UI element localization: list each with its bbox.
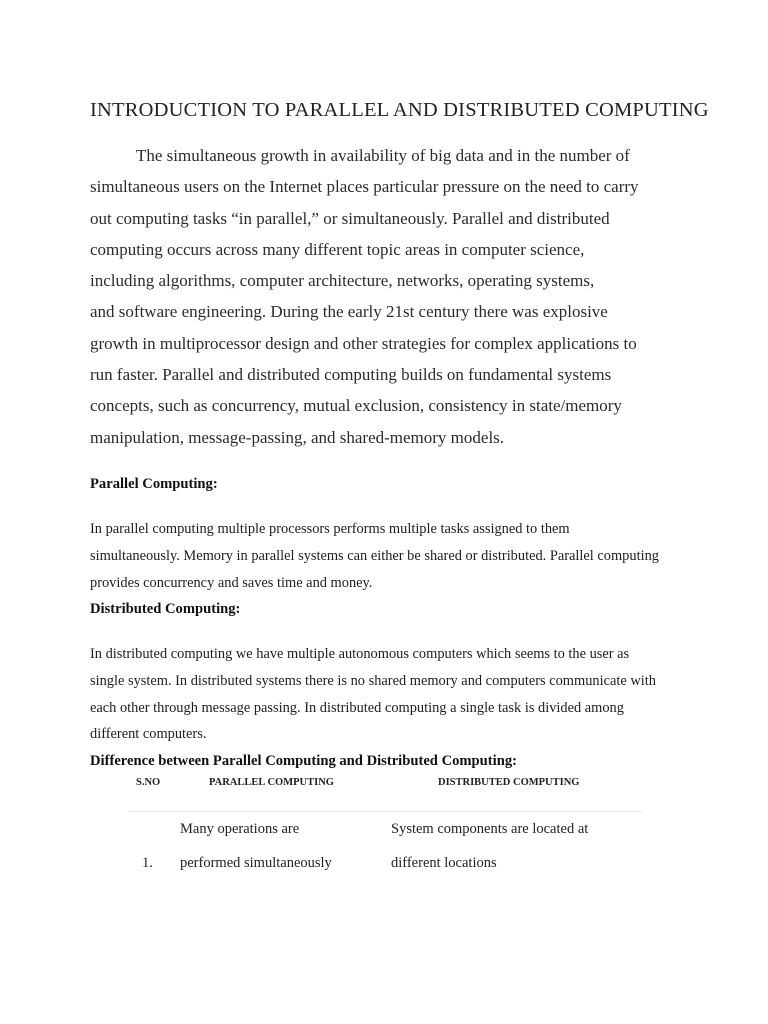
distributed-computing-paragraph: [90, 641, 690, 748]
intro-line: including algorithms, computer architecture, networks, operating systems,: [90, 271, 595, 291]
paragraph-line: different computers.: [90, 726, 207, 743]
paragraph-line: each other through message passing. In distributed computing a single task is divided among: [90, 699, 624, 716]
cell-line: different locations: [391, 855, 497, 871]
difference-heading: Difference between Parallel Computing and Distributed Computing:: [90, 753, 517, 769]
intro-line: manipulation, message-passing, and shared-memory models.: [90, 427, 505, 447]
parallel-computing-heading: Parallel Computing:: [90, 476, 218, 492]
intro-line: run faster. Parallel and distributed computing builds on fundamental systems: [90, 365, 612, 385]
column-header-parallel: PARALLEL COMPUTING: [209, 777, 334, 788]
parallel-computing-paragraph: [90, 516, 690, 596]
paragraph-line: In parallel computing multiple processors performs multiple tasks assigned to them: [90, 521, 570, 537]
column-header-sno: S.NO: [136, 777, 161, 788]
cell-line: Many operations are: [180, 821, 300, 837]
cell-line: performed simultaneously: [180, 855, 332, 871]
intro-line: concepts, such as concurrency, mutual exclusion, consistency in state/memory: [90, 396, 622, 416]
paragraph-line: single system. In distributed systems there is no shared memory and computers communicate with: [90, 672, 656, 689]
paragraph-line: In distributed computing we have multiple autonomous computers which seems to the user as: [90, 646, 630, 662]
table-cell-distributed: [391, 812, 588, 880]
paragraph-line: simultaneously. Memory in parallel systems can either be shared or distributed. Parallel computing: [90, 547, 659, 564]
table-cell-parallel: [180, 812, 332, 880]
distributed-computing-heading: Distributed Computing:: [90, 601, 241, 617]
column-header-distributed: DISTRIBUTED COMPUTING: [438, 777, 580, 788]
table-cell-sno: 1.: [142, 855, 153, 871]
intro-line: computing occurs across many different topic areas in computer science,: [90, 239, 585, 259]
intro-paragraph: [90, 140, 666, 453]
document-title: INTRODUCTION TO PARALLEL AND DISTRIBUTED COMPUTING: [90, 99, 709, 121]
intro-line: The simultaneous growth in availability of big data and in the number of: [136, 146, 630, 165]
cell-line: System components are located at: [391, 821, 589, 837]
intro-line: growth in multiprocessor design and other strategies for complex applications to: [90, 333, 637, 353]
intro-line: out computing tasks “in parallel,” or simultaneously. Parallel and distributed: [90, 208, 610, 228]
paragraph-line: provides concurrency and saves time and money.: [90, 574, 373, 591]
intro-line: simultaneous users on the Internet places particular pressure on the need to carry: [90, 177, 639, 197]
intro-line: and software engineering. During the early 21st century there was explosive: [90, 302, 608, 322]
comparison-table: [128, 770, 642, 890]
